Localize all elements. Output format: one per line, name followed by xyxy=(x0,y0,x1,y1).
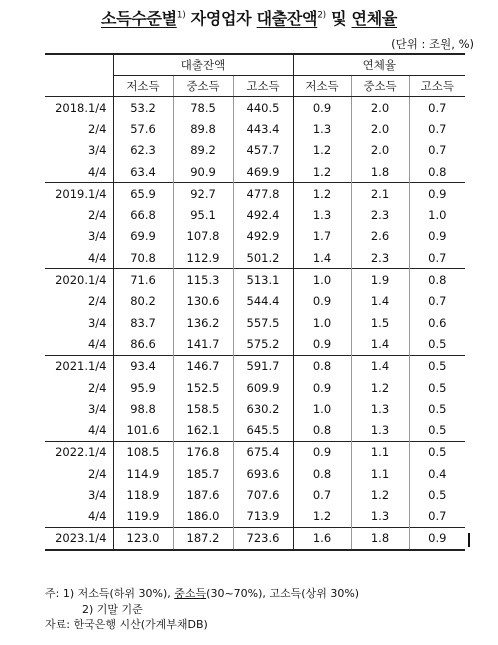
quarter-cell: 4/4 xyxy=(87,509,107,524)
value-cell: 187.2 xyxy=(173,527,233,550)
value-cell: 1.3 xyxy=(351,419,409,441)
value-cell: 1.8 xyxy=(351,527,409,550)
value-cell: 591.7 xyxy=(233,355,293,377)
value-cell: 0.5 xyxy=(409,355,465,377)
table-row xyxy=(45,355,465,377)
title-part-self-employed: 자영업자 xyxy=(185,9,257,28)
value-cell: 0.5 xyxy=(409,398,465,419)
data-table xyxy=(45,53,465,551)
value-cell: 1.1 xyxy=(351,463,409,484)
value-cell: 1.3 xyxy=(351,506,409,528)
value-cell: 95.9 xyxy=(113,377,173,398)
value-cell: 1.3 xyxy=(351,398,409,419)
quarter-cell: 2/4 xyxy=(87,294,107,309)
value-cell: 80.2 xyxy=(113,291,173,312)
value-cell: 0.9 xyxy=(409,527,465,550)
value-cell: 89.8 xyxy=(173,118,233,139)
table-row xyxy=(45,441,465,463)
value-cell: 1.4 xyxy=(293,247,351,269)
corner-cell xyxy=(45,54,113,97)
value-cell: 53.2 xyxy=(113,97,173,119)
value-cell: 2.6 xyxy=(351,226,409,247)
header-delinquency-rate: 연체율 xyxy=(293,54,465,76)
value-cell: 1.0 xyxy=(293,312,351,333)
quarter-cell: 3/4 xyxy=(87,229,107,244)
value-cell: 136.2 xyxy=(173,312,233,333)
value-cell: 440.5 xyxy=(233,97,293,119)
value-cell: 630.2 xyxy=(233,398,293,419)
value-cell: 1.0 xyxy=(409,204,465,225)
value-cell: 90.9 xyxy=(173,161,233,183)
value-cell: 0.9 xyxy=(293,333,351,355)
table-row xyxy=(45,312,465,333)
value-cell: 0.7 xyxy=(293,484,351,505)
value-cell: 0.5 xyxy=(409,441,465,463)
value-cell: 0.9 xyxy=(409,226,465,247)
source-note: 자료: 한국은행 시산(가계부채DB) xyxy=(45,618,208,631)
quarter-cell: 2023.1/4 xyxy=(45,527,113,550)
value-cell: 557.5 xyxy=(233,312,293,333)
value-cell: 1.2 xyxy=(293,506,351,528)
title-footnote-2: 2) xyxy=(317,10,326,21)
header-low-income-rate: 저소득 xyxy=(293,76,351,97)
value-cell: 492.9 xyxy=(233,226,293,247)
value-cell: 0.8 xyxy=(409,269,465,291)
value-cell: 1.2 xyxy=(293,161,351,183)
value-cell: 1.2 xyxy=(351,377,409,398)
value-cell: 1.1 xyxy=(351,441,409,463)
footnote-1-prefix: 주: 1) 저소득(하위 30%), xyxy=(45,587,175,600)
value-cell: 1.0 xyxy=(293,398,351,419)
value-cell: 98.8 xyxy=(113,398,173,419)
value-cell: 146.7 xyxy=(173,355,233,377)
value-cell: 0.7 xyxy=(409,140,465,161)
value-cell: 2.1 xyxy=(351,183,409,205)
value-cell: 2.0 xyxy=(351,140,409,161)
value-cell: 70.8 xyxy=(113,247,173,269)
value-cell: 609.9 xyxy=(233,377,293,398)
header-mid-income-loan: 중소득 xyxy=(173,76,233,97)
value-cell: 713.9 xyxy=(233,506,293,528)
value-cell: 187.6 xyxy=(173,484,233,505)
value-cell: 115.3 xyxy=(173,269,233,291)
value-cell: 1.3 xyxy=(293,204,351,225)
value-cell: 544.4 xyxy=(233,291,293,312)
value-cell: 162.1 xyxy=(173,419,233,441)
table-row xyxy=(45,247,465,269)
value-cell: 0.8 xyxy=(293,355,351,377)
table-row xyxy=(45,463,465,484)
value-cell: 2.3 xyxy=(351,247,409,269)
table-row xyxy=(45,97,465,119)
value-cell: 57.6 xyxy=(113,118,173,139)
value-cell: 158.5 xyxy=(173,398,233,419)
footnote-1 xyxy=(45,586,359,602)
value-cell: 2.0 xyxy=(351,118,409,139)
value-cell: 501.2 xyxy=(233,247,293,269)
value-cell: 675.4 xyxy=(233,441,293,463)
table-row xyxy=(45,161,465,183)
value-cell: 107.8 xyxy=(173,226,233,247)
value-cell: 457.7 xyxy=(233,140,293,161)
value-cell: 65.9 xyxy=(113,183,173,205)
value-cell: 0.9 xyxy=(409,183,465,205)
table-row xyxy=(45,118,465,139)
value-cell: 1.8 xyxy=(351,161,409,183)
value-cell: 0.5 xyxy=(409,419,465,441)
value-cell: 0.9 xyxy=(293,377,351,398)
quarter-cell: 3/4 xyxy=(87,143,107,158)
quarter-cell: 2/4 xyxy=(87,208,107,223)
quarter-cell: 4/4 xyxy=(87,164,107,179)
quarter-cell: 4/4 xyxy=(87,250,107,265)
table-row xyxy=(45,377,465,398)
table-title xyxy=(0,6,498,29)
value-cell: 1.9 xyxy=(351,269,409,291)
value-cell: 83.7 xyxy=(113,312,173,333)
table-row xyxy=(45,204,465,225)
value-cell: 707.6 xyxy=(233,484,293,505)
value-cell: 118.9 xyxy=(113,484,173,505)
title-part-income-level: 소득수준별 xyxy=(100,9,177,28)
value-cell: 0.5 xyxy=(409,377,465,398)
value-cell: 1.3 xyxy=(293,118,351,139)
header-high-income-rate: 고소득 xyxy=(409,76,465,97)
value-cell: 185.7 xyxy=(173,463,233,484)
value-cell: 1.0 xyxy=(293,269,351,291)
value-cell: 1.5 xyxy=(351,312,409,333)
value-cell: 112.9 xyxy=(173,247,233,269)
table-row xyxy=(45,183,465,205)
value-cell: 92.7 xyxy=(173,183,233,205)
value-cell: 645.5 xyxy=(233,419,293,441)
value-cell: 693.6 xyxy=(233,463,293,484)
quarter-cell: 2019.1/4 xyxy=(45,183,113,205)
value-cell: 1.2 xyxy=(293,183,351,205)
value-cell: 0.9 xyxy=(293,97,351,119)
value-cell: 0.9 xyxy=(293,441,351,463)
value-cell: 0.5 xyxy=(409,484,465,505)
quarter-cell: 2020.1/4 xyxy=(45,269,113,291)
quarter-cell: 3/4 xyxy=(87,401,107,416)
value-cell: 513.1 xyxy=(233,269,293,291)
table-row xyxy=(45,506,465,528)
value-cell: 2.0 xyxy=(351,97,409,119)
value-cell: 0.7 xyxy=(409,291,465,312)
value-cell: 723.6 xyxy=(233,527,293,550)
value-cell: 575.2 xyxy=(233,333,293,355)
quarter-cell: 3/4 xyxy=(87,315,107,330)
footnote-2: 2) 기말 기준 xyxy=(82,602,143,616)
value-cell: 93.4 xyxy=(113,355,173,377)
value-cell: 0.7 xyxy=(409,97,465,119)
quarter-cell: 2022.1/4 xyxy=(45,441,113,463)
value-cell: 62.3 xyxy=(113,140,173,161)
table-row xyxy=(45,484,465,505)
value-cell: 66.8 xyxy=(113,204,173,225)
value-cell: 1.4 xyxy=(351,355,409,377)
value-cell: 0.4 xyxy=(409,463,465,484)
value-cell: 443.4 xyxy=(233,118,293,139)
table-row xyxy=(45,140,465,161)
value-cell: 119.9 xyxy=(113,506,173,528)
table-row xyxy=(45,291,465,312)
title-part-and: 및 xyxy=(325,9,352,28)
value-cell: 101.6 xyxy=(113,419,173,441)
table-row xyxy=(45,333,465,355)
value-cell: 1.2 xyxy=(351,484,409,505)
table-row xyxy=(45,398,465,419)
value-cell: 123.0 xyxy=(113,527,173,550)
quarter-cell: 4/4 xyxy=(87,423,107,438)
text-cursor xyxy=(468,533,470,547)
value-cell: 1.6 xyxy=(293,527,351,550)
value-cell: 0.7 xyxy=(409,118,465,139)
value-cell: 152.5 xyxy=(173,377,233,398)
value-cell: 1.2 xyxy=(293,140,351,161)
value-cell: 69.9 xyxy=(113,226,173,247)
value-cell: 63.4 xyxy=(113,161,173,183)
header-low-income-loan: 저소득 xyxy=(113,76,173,97)
value-cell: 492.4 xyxy=(233,204,293,225)
quarter-cell: 2018.1/4 xyxy=(55,100,107,115)
value-cell: 0.5 xyxy=(409,333,465,355)
table-row xyxy=(45,226,465,247)
footnote-1-mid: 중소득 xyxy=(174,587,207,600)
value-cell: 0.9 xyxy=(293,291,351,312)
value-cell: 1.7 xyxy=(293,226,351,247)
table-row xyxy=(45,527,465,550)
quarter-cell: 2/4 xyxy=(87,121,107,136)
value-cell: 1.4 xyxy=(351,333,409,355)
value-cell: 95.1 xyxy=(173,204,233,225)
header-loan-balance: 대출잔액 xyxy=(113,54,293,76)
title-part-loan-balance: 대출잔액 xyxy=(256,9,318,28)
value-cell: 2.3 xyxy=(351,204,409,225)
value-cell: 89.2 xyxy=(173,140,233,161)
table-row xyxy=(45,269,465,291)
value-cell: 0.7 xyxy=(409,247,465,269)
quarter-cell: 2/4 xyxy=(87,380,107,395)
title-footnote-1: 1) xyxy=(176,10,186,21)
value-cell: 176.8 xyxy=(173,441,233,463)
quarter-cell: 2/4 xyxy=(87,466,107,481)
value-cell: 0.8 xyxy=(409,161,465,183)
value-cell: 78.5 xyxy=(173,97,233,119)
value-cell: 71.6 xyxy=(113,269,173,291)
quarter-cell: 2021.1/4 xyxy=(45,355,113,377)
footnotes xyxy=(45,586,359,633)
value-cell: 0.6 xyxy=(409,312,465,333)
title-part-delinquency: 연체율 xyxy=(351,9,398,28)
table-row xyxy=(45,419,465,441)
quarter-cell: 3/4 xyxy=(87,487,107,502)
value-cell: 477.8 xyxy=(233,183,293,205)
value-cell: 114.9 xyxy=(113,463,173,484)
header-high-income-loan: 고소득 xyxy=(233,76,293,97)
value-cell: 0.8 xyxy=(293,463,351,484)
table-body xyxy=(45,97,465,550)
value-cell: 1.4 xyxy=(351,291,409,312)
unit-label: (단위 : 조원, %) xyxy=(391,37,474,51)
value-cell: 186.0 xyxy=(173,506,233,528)
value-cell: 86.6 xyxy=(113,333,173,355)
quarter-cell: 4/4 xyxy=(87,336,107,351)
value-cell: 130.6 xyxy=(173,291,233,312)
value-cell: 108.5 xyxy=(113,441,173,463)
footnote-1-suffix: (30~70%), 고소득(상위 30%) xyxy=(206,587,360,600)
value-cell: 0.7 xyxy=(409,506,465,528)
value-cell: 0.8 xyxy=(293,419,351,441)
value-cell: 469.9 xyxy=(233,161,293,183)
header-mid-income-rate: 중소득 xyxy=(351,76,409,97)
value-cell: 141.7 xyxy=(173,333,233,355)
